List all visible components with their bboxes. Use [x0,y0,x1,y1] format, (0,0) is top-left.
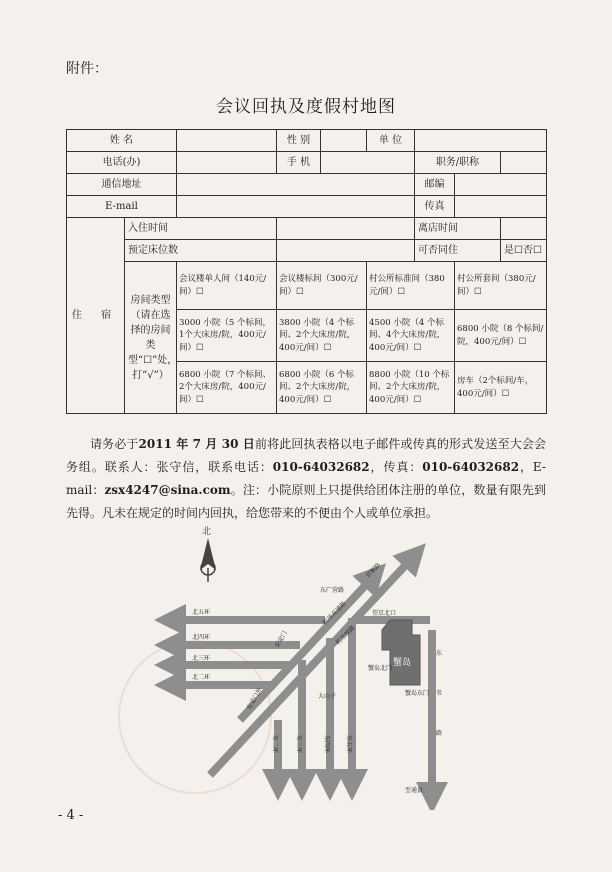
phone-office-field[interactable] [177,152,277,174]
fax-label: 传真 [415,196,455,218]
north-label: 北 [202,527,212,537]
road-label: 机场辅路 [334,624,357,647]
notice-text: 前将此回执表格以电子邮件或传真的形式发送至大会会务组。联系人：张守信，联系电话： [66,437,546,474]
road-label: 望京北口 [372,610,397,617]
road-label: 北四环 [192,634,211,641]
room-option[interactable]: 6800 小院（6 个标间、2个大床房/院，400元/间）☐ [277,362,367,414]
room-option[interactable]: 3800 小院（4 个标间、2个大床房/院，400元/间）☐ [277,310,367,362]
room-option[interactable]: 6800 小院（7 个标间、2个大床房/院，400元/间）☐ [177,362,277,414]
room-option[interactable]: 房车（2个标间/车，400元/间）☐ [455,362,547,414]
room-type-note: 房间类型（请在选择的房间类型“☐”处，打“√”） [125,262,177,414]
page-number: - 4 - [58,808,84,823]
checkout-label: 离店时间 [415,218,501,240]
attachment-label: 附件： [66,61,108,77]
landmark-label: 蟹岛北门 [368,665,393,672]
email-field[interactable] [177,196,415,218]
checkout-field[interactable] [501,218,547,240]
notice-text: 请务必于 [90,437,139,451]
room-option[interactable]: 村公所标准间（380元/间）☐ [367,262,455,310]
share-no[interactable]: 否☐ [522,244,542,256]
notice-fax: 010-64032682 [422,460,520,474]
address-field[interactable] [177,174,415,196]
notice-deadline: 2011 年 7 月 30 日 [138,437,255,451]
name-field[interactable] [177,130,277,152]
room-option[interactable]: 会议楼标间（300元/间）☐ [277,262,367,310]
road-label: 至通县 [405,787,424,794]
notice-text: ，E-mail： [66,460,546,497]
beds-field[interactable] [277,240,415,262]
road-label: 大山子 [318,693,337,700]
gender-field[interactable] [321,130,367,152]
page-title: 会议回执及度假村地图 [216,97,396,117]
job-label: 职务/职称 [415,152,501,174]
gender-label: 性 别 [277,130,321,152]
north-arrow-icon [200,538,216,582]
resort-area [382,620,420,685]
unit-field[interactable] [415,130,547,152]
landmark-label: 蟹岛东门 [405,690,430,697]
resort-map [150,520,450,810]
road-label: 路 [436,730,443,737]
share-label: 可否同住 [415,240,501,262]
room-option[interactable]: 村公所套间（380元/间）☐ [455,262,547,310]
beds-label: 预定床位数 [125,240,277,262]
road-label: 北二环 [192,674,211,681]
road-label: 东五环 [345,735,352,754]
road-label: 东四环 [323,735,330,754]
room-option[interactable]: 6800 小院（8 个标间/院，400元/间）☐ [455,310,547,362]
room-option[interactable]: 会议楼单人间（140元/间）☐ [177,262,277,310]
road-label: 机场高速路 [321,600,348,627]
road-label: 东二环 [271,735,278,754]
notice-email: zsx4247@sina.com [104,483,231,497]
reply-form-table [66,129,547,414]
road-label: 东 [436,650,443,657]
address-label: 通信地址 [67,174,177,196]
road-label: 安定门外 [245,686,264,711]
checkin-field[interactable] [277,218,415,240]
room-option[interactable]: 8800 小院（10 个标间、2个大床房/院，400元/间）☐ [367,362,455,414]
road-label: 北三环 [192,655,211,662]
road-label: 京顺路 [364,561,383,580]
fax-field[interactable] [455,196,547,218]
resort-label: 蟹岛 [393,658,412,668]
name-label: 姓 名 [67,130,177,152]
road-label: 北五环 [192,609,211,616]
road-label: 东广营路 [320,587,345,594]
unit-label: 单 位 [367,130,415,152]
share-options[interactable] [501,240,547,262]
zip-field[interactable] [455,174,547,196]
email-label: E-mail [67,196,177,218]
notice-paragraph [66,433,546,525]
mobile-field[interactable] [321,152,415,174]
road-label: 东三环 [295,735,302,754]
phone-office-label: 电话(办) [67,152,177,174]
room-option[interactable]: 3000 小院（5 个标间，1个大床房/院，400元/间）☐ [177,310,277,362]
checkin-label: 入住时间 [125,218,277,240]
share-yes[interactable]: 是☐ [504,244,523,256]
mobile-label: 手 机 [277,152,321,174]
road-label: 苇 [436,690,443,697]
notice-text: ，传真： [369,460,423,474]
accommodation-label: 住 宿 [67,218,125,414]
room-option[interactable]: 4500 小院（4 个标间、4个大床房/院，400元/间）☐ [367,310,455,362]
zip-label: 邮编 [415,174,455,196]
road-label: 安定门 [273,629,289,649]
job-field[interactable] [501,152,547,174]
notice-phone: 010-64032682 [272,460,370,474]
notice-text: 。注：小院原则上只提供给团体注册的单位，数量有限先到先得。凡未在规定的时间内回执，给您带来的不便由个人或单位承担。 [66,483,546,520]
